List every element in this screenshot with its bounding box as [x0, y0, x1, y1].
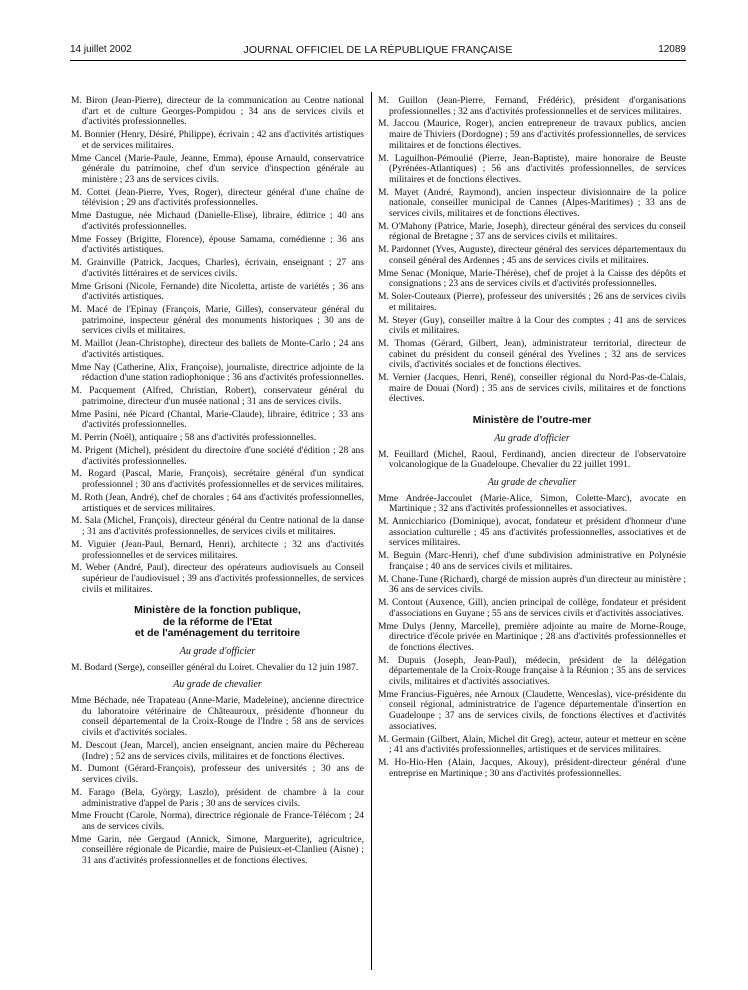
list-item: Mme Béchade, née Trapateau (Anne-Marie, Madeleine), ancienne directrice du laboratoire vétérinaire de Châteauroux, présidente d'honneur du conseil départemental de la Croix-Rouge de l'Indre ; 58 ans de services civils et d'activités sociales.: [71, 696, 364, 739]
list-item: M. Contout (Auxence, Gill), ancien principal de collège, fondateur et président d'associations en Guyane ; 55 ans de services civils et d'activités associatives.: [378, 598, 686, 619]
list-item: M. Jaccou (Maurice, Roger), ancien entrepreneur de travaux publics, ancien maire de Thiviers (Dordogne) ; 59 ans d'activités professionnelles, de services militaires et de fonctions électives.: [378, 119, 686, 151]
list-item: M. Macé de l'Epinay (François, Marie, Gilles), conservateur général du patrimoine, inspecteur général des monuments historiques ; 30 ans de services civils et militaires.: [71, 305, 364, 337]
list-item: Mme Senac (Monique, Marie-Thérèse), chef de projet à la Caisse des dépôts et consignations ; 23 ans de services civils et d'activités professionnelles.: [378, 268, 686, 290]
list-item: Mme Garin, née Gergaud (Annick, Simone, Marguerite), agricultrice, conseillère régionale de Picardie, maire de Puisieux-et-Clanlieu (Aisne) ; 31 ans d'activités professionnelles et de fonctions électives.: [71, 834, 364, 867]
list-item: Mme Froucht (Carole, Norma), directrice régionale de France-Télécom ; 24 ans de services civils.: [71, 811, 364, 832]
grade-heading-chevalier: Au grade de chevalier: [487, 476, 577, 488]
list-item: M. Mayet (André, Raymond), ancien inspecteur divisionnaire de la police nationale, conseiller municipal de Cannes (Alpes-Maritimes) ; 33 ans de services civils, militaires et de fonctions électives.: [378, 187, 686, 219]
list-item: M. Pacquement (Alfred, Christian, Robert), conservateur général du patrimoine, directeur d'un musée national ; 31 ans de services civils.: [71, 386, 364, 407]
list-item: M. O'Mahony (Patrice, Marie, Joseph), directeur général des services du conseil régional de Bretagne ; 37 ans de services civils et militaires.: [378, 221, 686, 243]
list-item: M. Rogard (Pascal, Marie, François), secrétaire général d'un syndicat professionnel ; 30 ans d'activités professionnelles et de services militaires.: [71, 469, 364, 491]
list-item: Mme Andrée-Jaccoulet (Marie-Alice, Simon, Colette-Marc), avocate en Martinique ; 32 ans d'activités professionnelles et associatives.: [378, 493, 686, 515]
list-item: Mme Fossey (Brigitte, Florence), épouse Samama, comédienne ; 36 ans d'activités artistiques.: [71, 234, 364, 256]
left-entries: [71, 96, 364, 595]
list-item: M. Viguier (Jean-Paul, Bernard, Henri), architecte ; 32 ans d'activités professionnelles et de services militaires.: [71, 539, 364, 561]
list-item: Mme Francius-Figuères, née Arnoux (Claudette, Wenceslas), vice-présidente du conseil régional, administratrice de l'agence départementale d'insertion en Guadeloupe ; 37 ans de services civils, de fonctions électives et d'activités associatives.: [378, 689, 686, 732]
section-title-fonction-publique: [71, 605, 364, 640]
column-divider: [371, 92, 372, 970]
section-title-line: Ministère de la fonction publique,: [134, 604, 301, 617]
list-item: M. Bodard (Serge), conseiller général du Loiret. Chevalier du 12 juin 1987.: [71, 662, 359, 673]
header-date: 14 juillet 2002: [70, 44, 132, 55]
section-title-line: de la réforme de l'Etat: [162, 615, 273, 628]
list-item: M. Germain (Gilbert, Alain, Michel dit Greg), acteur, auteur et metteur en scène ; 41 ans d'activités professionnelles, artistiques et de services militaires.: [378, 734, 686, 756]
list-item: M. Annicchiarico (Dominique), avocat, fondateur et président d'honneur d'une association culturelle ; 45 ans d'activités professionnelles, associatives et de services militaires.: [378, 517, 686, 549]
list-item: M. Laguilhon-Pémoulié (Pierre, Jean-Baptiste), maire honoraire de Beuste (Pyrénées-Atlantiques) ; 56 ans d'activités professionnelles, de services militaires et de fonctions électives.: [378, 153, 686, 185]
list-item: M. Roth (Jean, André), chef de chorales ; 64 ans d'activités professionnelles, artistiques et de services militaires.: [71, 492, 364, 514]
list-item: M. Dumont (Gérard-François), professeur des universités ; 30 ans de services civils.: [71, 764, 364, 786]
header-page-number: 12089: [658, 44, 686, 55]
grade-heading-officier: Au grade d'officier: [494, 432, 570, 444]
list-item: M. Maillot (Jean-Christophe), directeur des ballets de Monte-Carlo ; 24 ans d'activités artistiques.: [71, 339, 364, 360]
list-item: M. Vernier (Jacques, Henri, René), conseiller régional du Nord-Pas-de-Calais, maire de Douai (Nord) ; 35 ans de services civils, militaires et de fonctions électives.: [378, 373, 686, 405]
list-item: M. Prigent (Michel), président du directoire d'une société d'édition ; 28 ans d'activités professionnelles.: [71, 445, 364, 467]
list-item: M. Soler-Couteaux (Pierre), professeur des universités ; 26 ans de services civils et militaires.: [378, 292, 686, 313]
list-item: Mme Nay (Catherine, Alix, Françoise), journaliste, directrice adjointe de la rédaction d'une station radiophonique ; 36 ans d'activités professionnelles.: [71, 362, 364, 384]
grade-heading-officier: Au grade d'officier: [179, 645, 256, 657]
list-item: Mme Grisoni (Nicole, Fernande) dite Nicoletta, artiste de variétés ; 36 ans d'activités artistiques.: [71, 281, 364, 303]
list-item: Mme Cancel (Marie-Paule, Jeanne, Emma), épouse Arnauld, conservatrice générale du patrimoine, chef d'un service d'inspection générale au ministère ; 23 ans de services civils.: [71, 153, 364, 185]
list-item: M. Descout (Jean, Marcel), ancien enseignant, ancien maire du Pêchereau (Indre) ; 52 ans de services civils, militaires et de fonctions électives.: [71, 740, 364, 762]
right-column: [378, 96, 686, 782]
list-item: M. Perrin (Noël), antiquaire ; 58 ans d'activités professionnelles.: [71, 433, 317, 444]
left-column: [71, 96, 364, 869]
list-item: M. Ho-Hio-Hen (Alain, Jacques, Akouy), président-directeur général d'une entreprise en Martinique ; 30 ans d'activités professionnelles.: [378, 758, 686, 779]
grade-heading-chevalier: Au grade de chevalier: [173, 679, 262, 691]
list-item: M. Dupuis (Joseph, Jean-Paul), médecin, président de la délégation départementale de la Croix-Rouge française à la Réunion ; 35 ans de services civils, militaires et d'activités associatives.: [378, 655, 686, 687]
section-title-outre-mer: Ministère de l'outre-mer: [472, 414, 592, 426]
list-item: M. Bonnier (Henry, Désiré, Philippe), écrivain ; 42 ans d'activités artistiques et de services militaires.: [71, 130, 364, 151]
section-title-line: et de l'aménagement du territoire: [134, 627, 301, 640]
list-item: M. Guillon (Jean-Pierre, Fernand, Frédéric), président d'organisations professionnelles ; 32 ans d'activités professionnelles et de services militaires.: [378, 96, 686, 117]
list-item: Mme Dastugue, née Michaud (Danielle-Elise), libraire, éditrice ; 40 ans d'activités professionnelles.: [71, 211, 364, 232]
list-item: M. Chane-Tune (Richard), chargé de mission auprès d'un directeur au ministère ; 36 ans de services civils.: [378, 574, 686, 596]
list-item: Mme Dulys (Jenny, Marcelle), première adjointe au maire de Morne-Rouge, directrice d'école privée en Martinique ; 28 ans d'activités professionnelles et de fonctions électives.: [378, 621, 686, 653]
header-title: JOURNAL OFFICIEL DE LA RÉPUBLIQUE FRANÇAISE: [243, 44, 513, 56]
list-item: M. Sala (Michel, François), directeur général du Centre national de la danse ; 31 ans d'activités professionnelles, de services civils et militaires.: [71, 516, 364, 538]
list-item: M. Grainville (Patrick, Jacques, Charles), écrivain, enseignant ; 27 ans d'activités littéraires et de services civils.: [71, 258, 364, 279]
list-item: M. Steyer (Guy), conseiller maître à la Cour des comptes ; 41 ans de services civils et militaires.: [378, 315, 686, 337]
list-item: M. Feuillard (Michel, Raoul, Ferdinand), ancien directeur de l'observatoire volcanologique de la Guadeloupe. Chevalier du 22 juillet 1991.: [378, 449, 686, 471]
page-header: [70, 44, 686, 60]
list-item: M. Pardonnet (Yves, Auguste), directeur général des services départementaux du conseil général des Ardennes ; 45 ans de services civils et militaires.: [378, 245, 686, 266]
right-entries: [378, 96, 686, 405]
list-item: M. Weber (André, Paul), directeur des opérateurs audiovisuels au Conseil supérieur de l'audiovisuel ; 39 ans d'activités professionnelles, de services civils et militaires.: [71, 563, 364, 595]
header-rule: [70, 60, 686, 61]
list-item: M. Cottet (Jean-Pierre, Yves, Roger), directeur général d'une chaîne de télévision ; 29 ans d'activités professionnelles.: [71, 187, 364, 209]
list-item: M. Thomas (Gérard, Gilbert, Jean), administrateur territorial, directeur de cabinet du président du conseil général des Yvelines ; 32 ans de services civils, d'activités sociales et de fonctions électives.: [378, 339, 686, 371]
list-item: Mme Pasini, née Picard (Chantal, Marie-Claude), libraire, éditrice ; 33 ans d'activités professionnelles.: [71, 409, 364, 431]
list-item: M. Biron (Jean-Pierre), directeur de la communication au Centre national d'art et de culture Georges-Pompidou ; 34 ans de services civils et d'activités professionnelles.: [71, 96, 364, 128]
list-item: M. Farago (Bela, György, Laszlo), président de chambre à la cour administrative d'appel de Paris ; 30 ans de services civils.: [71, 787, 364, 809]
list-item: M. Beguin (Marc-Henri), chef d'une subdivision administrative en Polynésie française ; 40 ans de services civils et militaires.: [378, 551, 686, 572]
